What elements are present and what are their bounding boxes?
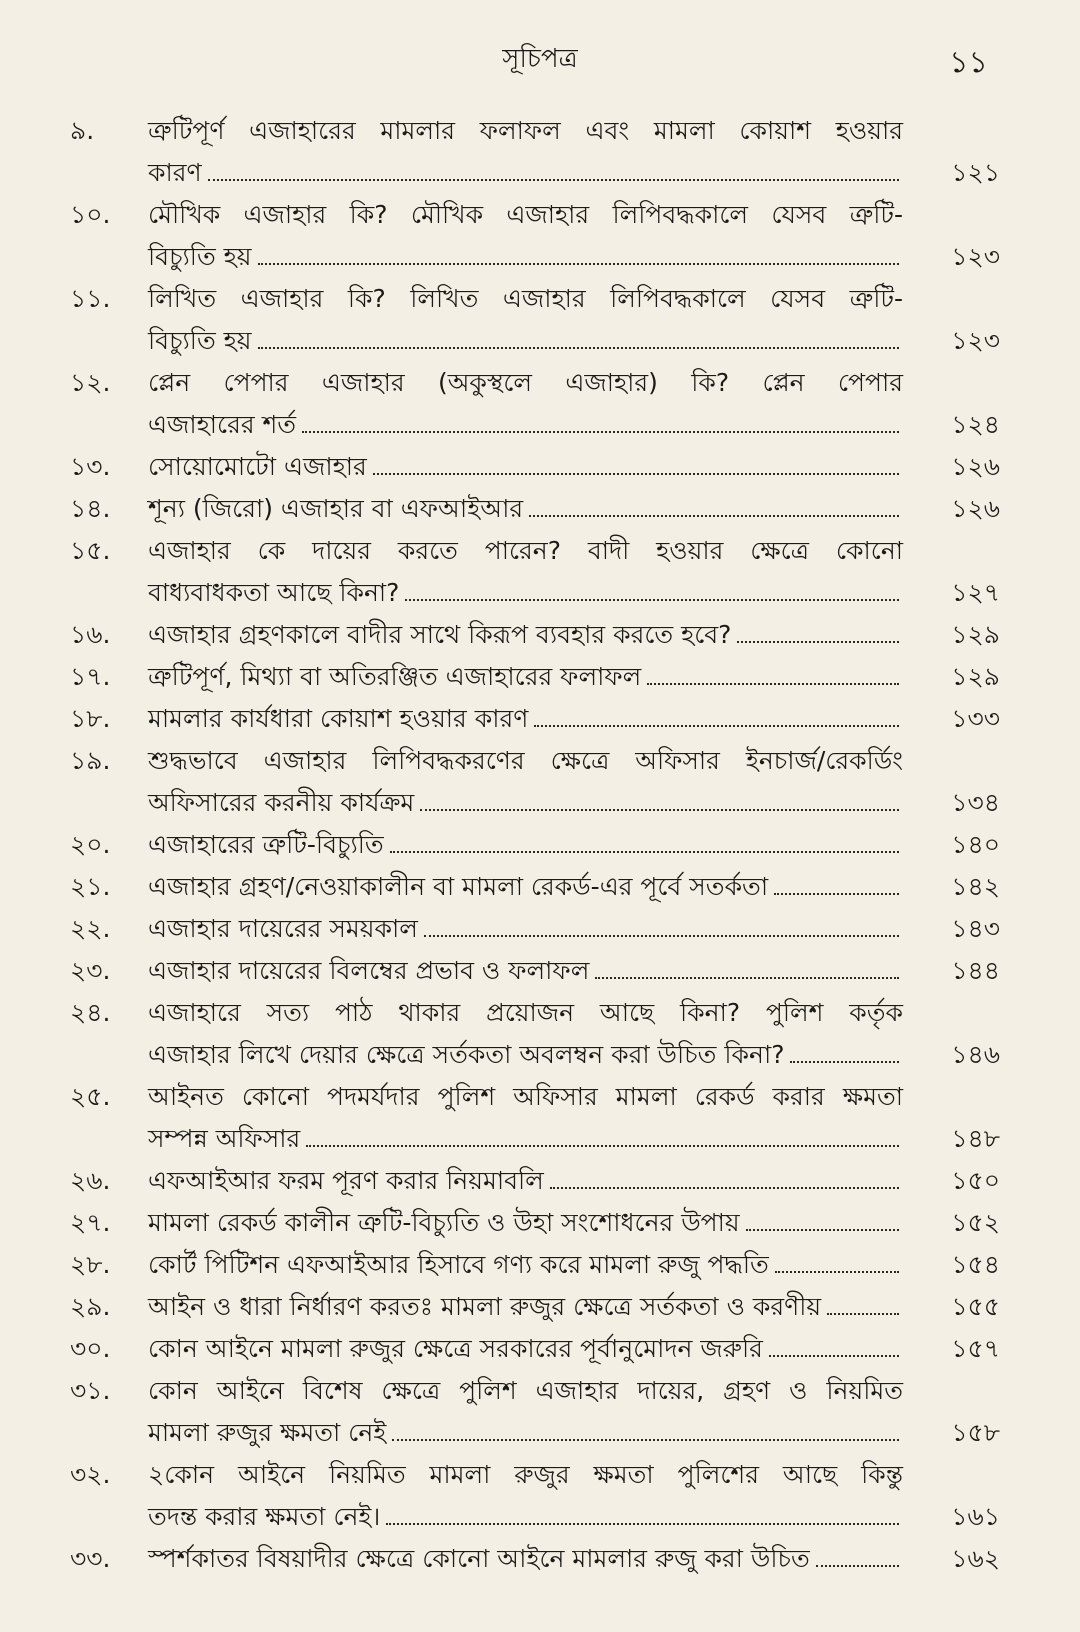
entry-number: ২৫. bbox=[70, 1082, 111, 1111]
entry-page-number: ১২৭ bbox=[951, 578, 1000, 607]
entry-number: ২৮. bbox=[70, 1250, 111, 1279]
entry-title-line: এজাহার কে দায়ের করতে পারেন? বাদী হওয়ার ক্ষেত্রে কোনো bbox=[148, 536, 903, 565]
entry-page-number: ১২১ bbox=[951, 158, 1000, 187]
entry-title-line: প্লেন পেপার এজাহার (অকুস্থলে এজাহার) কি? প্লেন পেপার bbox=[148, 368, 903, 397]
dot-leader bbox=[550, 1187, 899, 1189]
dot-leader bbox=[386, 1523, 899, 1525]
entry-page-number: ১৬১ bbox=[951, 1502, 1000, 1531]
toc-entry bbox=[60, 740, 1000, 824]
entry-number: ৯. bbox=[70, 116, 95, 145]
entry-number: ১৯. bbox=[70, 746, 111, 775]
entry-page-number: ১২৩ bbox=[951, 326, 1000, 355]
dot-leader bbox=[816, 1565, 899, 1567]
entry-title bbox=[148, 1244, 903, 1286]
entry-title-text: মামলা রুজুর ক্ষমতা নেই bbox=[148, 1418, 387, 1447]
entry-title-line bbox=[148, 236, 903, 278]
entry-page-number: ১৪৮ bbox=[951, 1124, 1000, 1153]
entry-title-text: কোন আইনে মামলা রুজুর ক্ষেত্রে সরকারের পূর্বানুমোদন জরুরি bbox=[148, 1334, 763, 1363]
entry-title-line bbox=[148, 950, 903, 992]
entry-title-line bbox=[148, 908, 903, 950]
dot-leader bbox=[534, 725, 899, 727]
entry-title-line bbox=[148, 1496, 903, 1538]
entry-page-number: ১২৪ bbox=[951, 410, 1000, 439]
entry-title-line bbox=[148, 1118, 903, 1160]
entry-title-line: কোন আইনে বিশেষ ক্ষেত্রে পুলিশ এজাহার দায়ের, গ্রহণ ও নিয়মিত bbox=[148, 1376, 903, 1405]
entry-title-line bbox=[148, 782, 903, 824]
entry-title-text: এজাহার দায়েরের সময়কাল bbox=[148, 914, 418, 943]
entry-page-number: ১৫৮ bbox=[951, 1418, 1000, 1447]
dot-leader bbox=[306, 1145, 899, 1147]
entry-title bbox=[148, 1160, 903, 1202]
toc-entry bbox=[60, 614, 1000, 656]
entry-title-text: এজাহার লিখে দেয়ার ক্ষেত্রে সর্তকতা অবলম্বন করা উচিত কিনা? bbox=[148, 1040, 785, 1069]
entry-title-line bbox=[148, 614, 903, 656]
entry-number: ১৫. bbox=[70, 536, 111, 565]
toc-entry bbox=[60, 1244, 1000, 1286]
entry-page-number: ১৫৭ bbox=[951, 1334, 1000, 1363]
entry-title-text: এজাহারের শর্ত bbox=[148, 410, 297, 439]
entry-page-number: ১২৬ bbox=[951, 494, 1000, 523]
page-number: ১১ bbox=[949, 45, 988, 80]
dot-leader bbox=[405, 599, 899, 601]
toc-entry bbox=[60, 1328, 1000, 1370]
entry-number: ১৬. bbox=[70, 620, 111, 649]
entry-title bbox=[148, 1286, 903, 1328]
toc-entry bbox=[60, 194, 1000, 278]
entry-title-line bbox=[148, 1244, 903, 1286]
entry-title bbox=[148, 110, 903, 194]
entry-title-text: বাধ্যবাধকতা আছে কিনা? bbox=[148, 578, 400, 607]
entry-number: ১৩. bbox=[70, 452, 111, 481]
dot-leader bbox=[302, 431, 899, 433]
toc-entry bbox=[60, 992, 1000, 1076]
dot-leader bbox=[790, 1061, 899, 1063]
entry-title bbox=[148, 1328, 903, 1370]
entry-title bbox=[148, 866, 903, 908]
entry-title-line bbox=[148, 1412, 903, 1454]
entry-title-text: এফআইআর ফরম পূরণ করার নিয়মাবলি bbox=[148, 1166, 544, 1195]
entry-number: ২৩. bbox=[70, 956, 111, 985]
dot-leader bbox=[647, 683, 899, 685]
entry-page-number: ১২৩ bbox=[951, 242, 1000, 271]
entry-number: ১১. bbox=[70, 284, 111, 313]
entry-title-line: লিখিত এজাহার কি? লিখিত এজাহার লিপিবদ্ধকালে যেসব ত্রুটি- bbox=[148, 284, 903, 313]
entry-title-text: বিচ্যুতি হয় bbox=[148, 242, 252, 271]
entry-number: ১০. bbox=[70, 200, 111, 229]
entry-page-number: ১৪৪ bbox=[951, 956, 1000, 985]
entry-page-number: ১৫০ bbox=[951, 1166, 1000, 1195]
entry-page-number: ১৪৬ bbox=[951, 1040, 1000, 1069]
entry-title-line bbox=[148, 488, 903, 530]
entry-title bbox=[148, 950, 903, 992]
entry-number: ২২. bbox=[70, 914, 111, 943]
entry-title-line bbox=[148, 1286, 903, 1328]
entry-title bbox=[148, 194, 903, 278]
toc-entry bbox=[60, 530, 1000, 614]
entry-title-line bbox=[148, 152, 903, 194]
entry-title bbox=[148, 1454, 903, 1538]
entry-title-line bbox=[148, 1538, 903, 1580]
toc-entry bbox=[60, 1538, 1000, 1580]
entry-title-text: বিচ্যুতি হয় bbox=[148, 326, 252, 355]
toc-entry bbox=[60, 950, 1000, 992]
dot-leader bbox=[529, 515, 899, 517]
entry-title-line bbox=[148, 1328, 903, 1370]
entry-number: ২৪. bbox=[70, 998, 111, 1027]
dot-leader bbox=[775, 1271, 899, 1273]
entry-title bbox=[148, 908, 903, 950]
dot-leader bbox=[769, 1355, 899, 1357]
entry-title-line bbox=[148, 866, 903, 908]
toc-entry bbox=[60, 446, 1000, 488]
entry-title-text: কারণ bbox=[148, 158, 202, 187]
entry-title-text: এজাহার গ্রহণকালে বাদীর সাথে কিরূপ ব্যবহার করতে হবে? bbox=[148, 620, 732, 649]
entry-title-text: এজাহারের ত্রুটি-বিচ্যুতি bbox=[148, 830, 384, 859]
entry-number: ২৯. bbox=[70, 1292, 111, 1321]
dot-leader bbox=[424, 935, 899, 937]
toc-entry bbox=[60, 1370, 1000, 1454]
entry-title-text: তদন্ত করার ক্ষমতা নেই। bbox=[148, 1502, 381, 1531]
entry-title bbox=[148, 1538, 903, 1580]
entry-number: ১৪. bbox=[70, 494, 111, 523]
entry-title-line bbox=[148, 446, 903, 488]
entry-number: ২১. bbox=[70, 872, 111, 901]
page-title: সূচিপত্র bbox=[502, 44, 578, 74]
entry-title-text: স্পর্শকাতর বিষয়াদীর ক্ষেত্রে কোনো আইনে মামলার রুজু করা উচিত bbox=[148, 1544, 810, 1573]
entry-page-number: ১২৬ bbox=[951, 452, 1000, 481]
entry-title-line bbox=[148, 572, 903, 614]
entry-number: ৩০. bbox=[70, 1334, 111, 1363]
dot-leader bbox=[373, 473, 899, 475]
entry-number: ১২. bbox=[70, 368, 111, 397]
entry-number: ৩২. bbox=[70, 1460, 111, 1489]
dot-leader bbox=[392, 1439, 899, 1441]
entry-number: ২৭. bbox=[70, 1208, 111, 1237]
dot-leader bbox=[827, 1313, 899, 1315]
entry-title-line bbox=[148, 1034, 903, 1076]
dot-leader bbox=[208, 179, 899, 181]
entry-page-number: ১৬২ bbox=[951, 1544, 1000, 1573]
entry-page-number: ১৩৩ bbox=[951, 704, 1000, 733]
entry-title-text: আইন ও ধারা নির্ধারণ করতঃ মামলা রুজুর ক্ষেত্রে সর্তকতা ও করণীয় bbox=[148, 1292, 822, 1321]
entry-title-line bbox=[148, 320, 903, 362]
entry-number: ৩১. bbox=[70, 1376, 111, 1405]
entry-title-line: ত্রুটিপূর্ণ এজাহারের মামলার ফলাফল এবং মামলা কোয়াশ হওয়ার bbox=[148, 116, 903, 145]
entry-title-text: সোয়োমোটো এজাহার bbox=[148, 452, 367, 481]
toc-entry bbox=[60, 1286, 1000, 1328]
entry-number: ১৭. bbox=[70, 662, 111, 691]
entry-title-line: ২কোন আইনে নিয়মিত মামলা রুজুর ক্ষমতা পুলিশের আছে কিন্তু bbox=[148, 1460, 903, 1489]
dot-leader bbox=[420, 809, 899, 811]
toc-entry bbox=[60, 1454, 1000, 1538]
entry-title-text: মামলা রেকর্ড কালীন ত্রুটি-বিচ্যুতি ও উহা সংশোধনের উপায় bbox=[148, 1208, 740, 1237]
entry-title-line bbox=[148, 1160, 903, 1202]
entry-page-number: ১২৯ bbox=[951, 662, 1000, 691]
table-of-contents bbox=[60, 110, 1000, 1580]
entry-number: ২৬. bbox=[70, 1166, 111, 1195]
entry-title-line: মৌখিক এজাহার কি? মৌখিক এজাহার লিপিবদ্ধকালে যেসব ত্রুটি- bbox=[148, 200, 903, 229]
toc-entry bbox=[60, 488, 1000, 530]
entry-title bbox=[148, 698, 903, 740]
toc-entry bbox=[60, 656, 1000, 698]
toc-entry bbox=[60, 698, 1000, 740]
entry-title-text: মামলার কার্যধারা কোয়াশ হওয়ার কারণ bbox=[148, 704, 529, 733]
entry-title bbox=[148, 278, 903, 362]
entry-title-text: কোর্ট পিটিশন এফআইআর হিসাবে গণ্য করে মামলা রুজু পদ্ধতি bbox=[148, 1250, 769, 1279]
toc-entry bbox=[60, 1076, 1000, 1160]
entry-number: ১৮. bbox=[70, 704, 111, 733]
entry-title bbox=[148, 992, 903, 1076]
toc-entry bbox=[60, 362, 1000, 446]
entry-number: ২০. bbox=[70, 830, 111, 859]
entry-title-text: এজাহার গ্রহণ/নেওয়াকালীন বা মামলা রেকর্ড-এর পূর্বে সতর্কতা bbox=[148, 872, 769, 901]
entry-title-line bbox=[148, 1202, 903, 1244]
toc-entry bbox=[60, 866, 1000, 908]
entry-title bbox=[148, 362, 903, 446]
entry-title bbox=[148, 1076, 903, 1160]
entry-title-line: শুদ্ধভাবে এজাহার লিপিবদ্ধকরণের ক্ষেত্রে অফিসার ইনচার্জ/রেকর্ডিং bbox=[148, 746, 903, 775]
entry-title bbox=[148, 1202, 903, 1244]
entry-page-number: ১৪৩ bbox=[951, 914, 1000, 943]
entry-page-number: ১২৯ bbox=[951, 620, 1000, 649]
toc-entry bbox=[60, 1202, 1000, 1244]
entry-title bbox=[148, 488, 903, 530]
entry-title bbox=[148, 530, 903, 614]
entry-title bbox=[148, 740, 903, 824]
entry-title-text: শূন্য (জিরো) এজাহার বা এফআইআর bbox=[148, 494, 524, 523]
toc-entry bbox=[60, 278, 1000, 362]
entry-number: ৩৩. bbox=[70, 1544, 111, 1573]
entry-page-number: ১৪০ bbox=[951, 830, 1000, 859]
entry-page-number: ১৪২ bbox=[951, 872, 1000, 901]
entry-title-line: এজাহারে সত্য পাঠ থাকার প্রয়োজন আছে কিনা? পুলিশ কর্তৃক bbox=[148, 998, 903, 1027]
toc-entry bbox=[60, 1160, 1000, 1202]
dot-leader bbox=[746, 1229, 899, 1231]
entry-page-number: ১৩৪ bbox=[951, 788, 1000, 817]
entry-title bbox=[148, 614, 903, 656]
dot-leader bbox=[258, 263, 899, 265]
entry-title bbox=[148, 656, 903, 698]
entry-title-text: ত্রুটিপূর্ণ, মিথ্যা বা অতিরঞ্জিত এজাহারের ফলাফল bbox=[148, 662, 642, 691]
dot-leader bbox=[595, 977, 899, 979]
entry-page-number: ১৫২ bbox=[951, 1208, 1000, 1237]
entry-title-line bbox=[148, 656, 903, 698]
entry-page-number: ১৫৪ bbox=[951, 1250, 1000, 1279]
entry-title bbox=[148, 446, 903, 488]
entry-title bbox=[148, 1370, 903, 1454]
dot-leader bbox=[737, 641, 899, 643]
entry-title-line bbox=[148, 404, 903, 446]
entry-title-line bbox=[148, 824, 903, 866]
dot-leader bbox=[390, 851, 899, 853]
entry-title-line: আইনত কোনো পদমর্যদার পুলিশ অফিসার মামলা রেকর্ড করার ক্ষমতা bbox=[148, 1082, 903, 1111]
entry-title-text: সম্পন্ন অফিসার bbox=[148, 1124, 301, 1153]
toc-entry bbox=[60, 824, 1000, 866]
entry-title bbox=[148, 824, 903, 866]
toc-entry bbox=[60, 908, 1000, 950]
dot-leader bbox=[774, 893, 899, 895]
dot-leader bbox=[258, 347, 899, 349]
toc-entry bbox=[60, 110, 1000, 194]
entry-title-text: এজাহার দায়েরের বিলম্বের প্রভাব ও ফলাফল bbox=[148, 956, 590, 985]
entry-page-number: ১৫৫ bbox=[951, 1292, 1000, 1321]
entry-title-line bbox=[148, 698, 903, 740]
entry-title-text: অফিসারের করনীয় কার্যক্রম bbox=[148, 788, 415, 817]
